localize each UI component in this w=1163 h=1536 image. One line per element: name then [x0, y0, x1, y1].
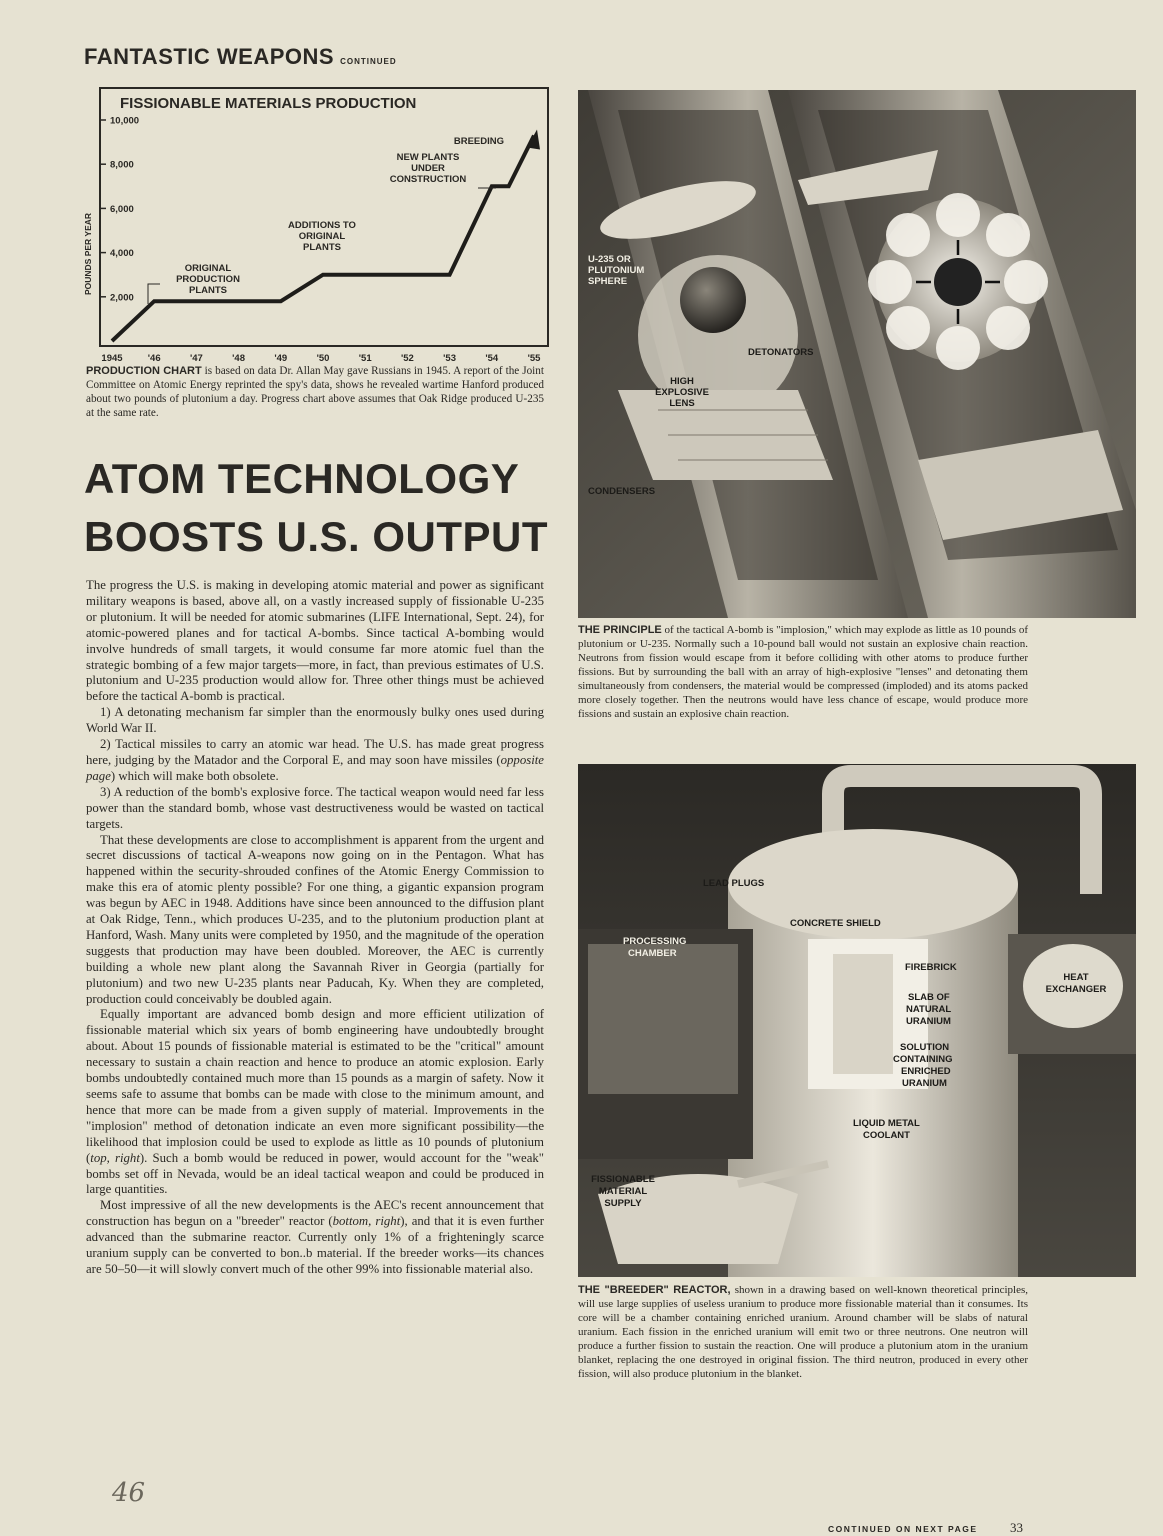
label-supply-1: FISSIONABLE: [591, 1174, 655, 1185]
x-tick-label: '49: [274, 353, 288, 364]
implosion-bomb-illustration: [578, 90, 1136, 618]
label-processing-2: CHAMBER: [628, 948, 677, 959]
label-slab-3: URANIUM: [906, 1016, 951, 1027]
label-sphere-1: U-235 OR: [588, 254, 631, 265]
y-tick-label: 2,000: [110, 292, 134, 304]
label-solution-2: CONTAINING: [893, 1054, 953, 1065]
article-paragraph: That these developments are close to accomplishment is apparent from the urgent and secret discussions of tactical A-weapons now going on in the Pentagon. What has happened within the security-shrouded confines of the Atomic Energy Commission to make this era of atomic plenty possible? For one thing, a gigantic expansion program was begun by AEC in 1948. Additions have since been announced to the diffusion plant at Oak Ridge, Tenn., which produces U-235, and to the plutonium production plant at Hanford, Wash. Many units were completed by 1950, and the magnitude of the operation suggests that production may have been doubled. Moreover, the AEC is currently building a whole new plant along the Savannah River in Georgia (partially for plutonium) and two new U-235 plants near Paducah, Ky. When they are completed, production could conceivably be doubled again.: [86, 832, 544, 1006]
chart-annotation-text: PLANTS: [189, 285, 227, 296]
label-coolant-1: LIQUID METAL: [853, 1118, 920, 1129]
article-paragraph: Most impressive of all the new developments is the AEC's recent announcement that construction has begun on a "breeder" reactor (bottom, right), and that it is even further advanced than the submarine reactor. Currently only 1% of a frighteningly scarce uranium supply can be converted to bon..b material. If the breeder works—its chances are 50–50—it will slowly convert much of the other 99% into fissionable material also.: [86, 1198, 544, 1276]
chart-annotation-text: PLANTS: [303, 242, 341, 253]
y-tick-label: 4,000: [110, 248, 134, 260]
x-tick-label: '51: [358, 353, 372, 364]
chart-caption-lead: PRODUCTION CHART: [86, 365, 202, 377]
label-slab-2: NATURAL: [906, 1004, 952, 1015]
x-tick-label: 1945: [101, 353, 123, 364]
breeding-arrowhead: [527, 129, 540, 149]
continued-tag: CONTINUED: [340, 57, 397, 66]
chart-caption-body: is based on data Dr. Allan May gave Russians in 1945. A report of the Joint Committee on Atomic Energy reprinted the spy's data, shows he revealed wartime Hanford produced about two pounds of plutonium a day. Progress chart above assumes that Oak Ridge produced U-235 at the same rate.: [86, 365, 544, 419]
article-paragraph: Equally important are advanced bomb design and more efficient utilization of fissionable material which six years of bomb engineering have undoubtedly brought about. About 15 pounds of fissionable material is estimated to be the "critical" amount necessary to sustain a chain reaction and hence to produce an atomic explosion. Early bombs undoubtedly contained much more than 15 pounds as a margin of safety. Now it seems safe to assume that bombs can be made with close to the minimum amount, and hence that more can be made from a given supply of material. Improvements in the "implosion" method of detonation indicate an even more significant possibility—the likelihood that implosion could be used to explode as little as 10 pounds of plutonium (top, right). Such a bomb would be reduced in power, would account for the "weak" bombs set off in Nevada, would be an ideal tactical weapon and could be produced in large quantities.: [86, 1007, 545, 1197]
x-tick-label: '50: [316, 353, 330, 364]
label-firebrick: FIREBRICK: [905, 962, 957, 973]
x-tick-label: '55: [527, 353, 541, 364]
label-detonators: DETONATORS: [748, 347, 814, 358]
bomb-caption-body: of the tactical A-bomb is "implosion," which may explode as little as 10 pounds of plutonium or U-235. Normally such a 10-pound ball would not sustain an explosive chain reaction. Neutrons from fission would escape from it before colliding with other atoms to produce further fissions. But by surrounding the ball with an array of high-explosive "lenses" and detonating them simultaneously from condensers, the material would be compressed (imploded) and its atoms packed more closely together. Then the neutrons would have less chance of escape, would produce more fissions and sustain an explosive chain reaction.: [578, 624, 1028, 720]
x-tick-label: '52: [400, 353, 414, 364]
chart-annotation-text: NEW PLANTS: [396, 152, 460, 163]
chart-frame: [100, 88, 548, 346]
label-concrete-shield: CONCRETE SHIELD: [790, 918, 881, 929]
headline-line-2: BOOSTS U.S. OUTPUT: [84, 513, 549, 560]
label-lens-2: EXPLOSIVE: [655, 387, 709, 398]
reactor-caption-lead: THE "BREEDER" REACTOR,: [578, 1284, 731, 1296]
label-heat-exchanger-1: HEAT: [1063, 972, 1089, 983]
chart-annotation-text: UNDER: [411, 163, 445, 174]
headline-line-1: ATOM TECHNOLOGY: [84, 455, 520, 502]
article-body: [86, 578, 544, 1278]
production-chart: [80, 86, 550, 366]
handwritten-page-note: 46: [112, 1478, 146, 1508]
chart-caption: [86, 364, 544, 420]
bomb-caption-lead: THE PRINCIPLE: [578, 624, 662, 636]
article-paragraph: 3) A reduction of the bomb's explosive force. The tactical weapon would need far less power than the standard bomb, whose vast destructiveness would be wasted on tactical targets.: [86, 784, 544, 831]
bomb-caption: [578, 623, 1028, 721]
section-title: FANTASTIC WEAPONS: [84, 44, 335, 69]
chart-annotation-text: ORIGINAL: [184, 263, 232, 274]
article-paragraph: 1) A detonating mechanism far simpler than the enormously bulky ones used during World War II.: [86, 705, 544, 736]
reactor-caption-body: shown in a drawing based on well-known theoretical principles, will use large supplies of useless uranium to produce more fissionable material than it consumes. Its core will be a chamber containing enriched uranium. Around chamber will be slabs of natural uranium. Each fission in the enriched uranium will emit two or three neutrons. One neutron will produce a further fission to sustain the reaction. One will produce a plutonium atom in the uranium blanket, replacing the one destroyed in original fission. The third neutron, produced in every other fission, will also produce plutonium in the blanket.: [578, 1284, 1028, 1380]
label-sphere-3: SPHERE: [588, 276, 628, 287]
y-tick-label: 8,000: [110, 159, 134, 171]
chart-annotation-text: ORIGINAL: [298, 231, 346, 242]
x-tick-label: '46: [147, 353, 161, 364]
article-paragraph: The progress the U.S. is making in developing atomic material and power as significant military weapons is based, above all, on a vastly increased supply of fissionable U-235 or plutonium. It will be needed for atomic submarines (LIFE International, Sept. 24), for atomic-powered planes and for tactical A-bombs. Since tactical A-bombing would involve hundreds of small targets, it would consume far more atomic fuel than the strategic bombing of a few major targets—more, in fact, than previous estimates of U.S. plutonium and U-235 production would allow for. Three other things must be achieved before the tactical A-bomb is practical.: [86, 578, 544, 704]
page-number: 33: [1010, 1520, 1023, 1535]
section-header: [84, 44, 397, 70]
label-lens-3: LENS: [669, 398, 695, 409]
label-lead-plugs: LEAD PLUGS: [703, 878, 765, 889]
chart-annotation-text: PRODUCTION: [176, 274, 240, 285]
label-heat-exchanger-2: EXCHANGER: [1045, 984, 1107, 995]
chart-annotation-text: CONSTRUCTION: [389, 174, 467, 185]
x-tick-label: '47: [189, 353, 203, 364]
x-tick-label: '53: [443, 353, 457, 364]
chart-title: FISSIONABLE MATERIALS PRODUCTION: [120, 95, 417, 112]
headline: [84, 450, 549, 566]
chart-annotations: [148, 136, 504, 304]
label-slab-1: SLAB OF: [908, 992, 950, 1003]
label-solution-3: ENRICHED: [901, 1066, 951, 1077]
label-processing-1: PROCESSING: [623, 936, 687, 947]
label-sphere-2: PLUTONIUM: [588, 265, 645, 276]
y-axis-label: POUNDS PER YEAR: [83, 212, 93, 296]
chart-annotation-text: ADDITIONS TO: [288, 220, 356, 231]
label-coolant-2: COOLANT: [863, 1130, 910, 1141]
label-solution-1: SOLUTION: [900, 1042, 950, 1053]
chart-annotation-text: BREEDING: [453, 136, 504, 147]
y-tick-label: 10,000: [110, 115, 140, 127]
continued-on-next-page: CONTINUED ON NEXT PAGE: [828, 1524, 978, 1534]
label-solution-4: URANIUM: [902, 1078, 947, 1089]
y-tick-label: 6,000: [110, 203, 134, 215]
label-lens-1: HIGH: [670, 376, 694, 387]
breeder-reactor-illustration: [578, 764, 1136, 1277]
x-tick-label: '54: [485, 353, 499, 364]
label-supply-3: SUPPLY: [604, 1198, 642, 1209]
label-condensers: CONDENSERS: [588, 486, 656, 497]
reactor-caption: [578, 1283, 1028, 1381]
x-tick-label: '48: [232, 353, 246, 364]
label-supply-2: MATERIAL: [598, 1186, 648, 1197]
article-paragraph: 2) Tactical missiles to carry an atomic war head. The U.S. has made great progress here, judging by the Matador and the Corporal E, and may soon have missiles (opposite page) which will make both obsolete.: [86, 737, 544, 783]
